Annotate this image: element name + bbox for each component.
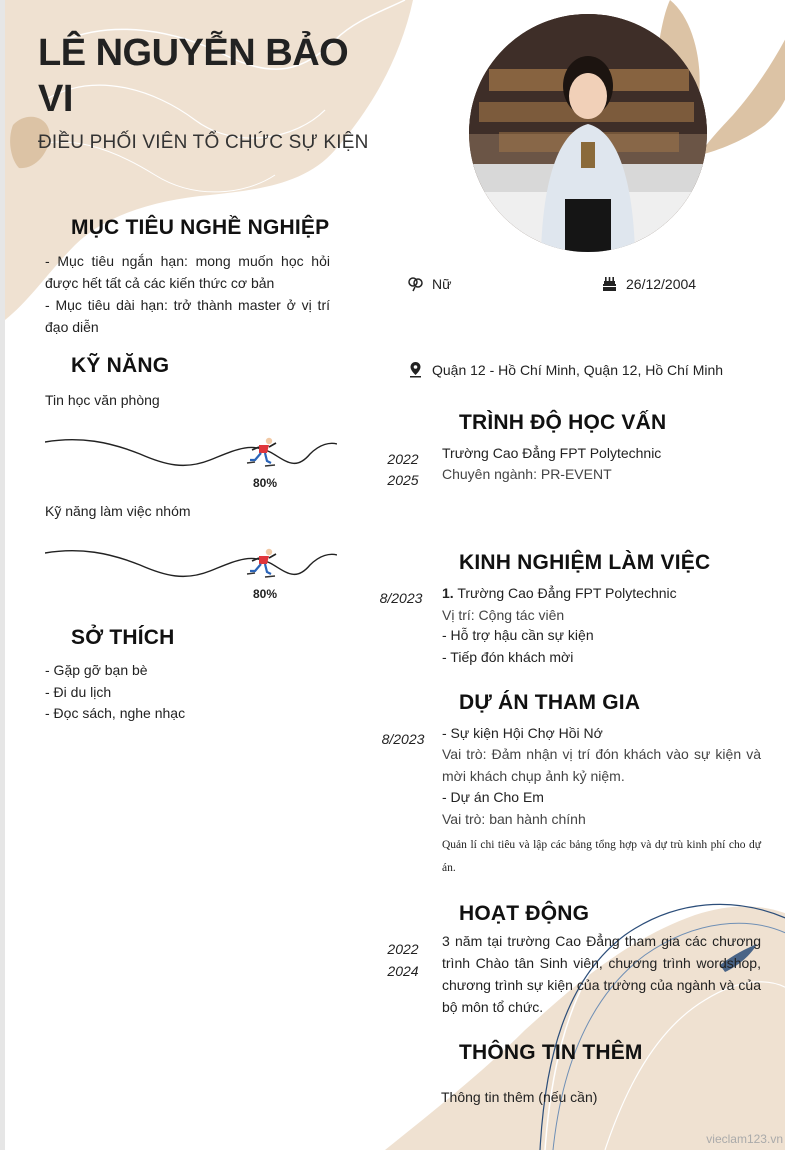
- skill-label: Kỹ năng làm việc nhóm: [45, 503, 191, 519]
- profile-photo: [469, 14, 707, 252]
- birthday-row: [601, 275, 696, 292]
- job-title: ĐIỀU PHỐI VIÊN TỔ CHỨC SỰ KIỆN: [38, 132, 369, 153]
- education-end-year: 2025: [387, 472, 419, 488]
- project-date: 8/2023: [381, 731, 425, 747]
- education-school: Trường Cao Đẳng FPT Polytechnic: [442, 445, 662, 461]
- activities-start-year: 2022: [387, 941, 419, 957]
- education-major: Chuyên ngành: PR-EVENT: [442, 466, 612, 482]
- project-name: - Dự án Cho Em: [442, 789, 544, 805]
- top-right-petal-2: [700, 30, 785, 155]
- skater-icon: [245, 548, 279, 580]
- candidate-name: LÊ NGUYỄN BẢO VI: [38, 32, 349, 120]
- skill-progress-wave: [45, 543, 337, 585]
- experience-title: KINH NGHIỆM LÀM VIỆC: [459, 551, 711, 574]
- objective-title: MỤC TIÊU NGHỀ NGHIỆP: [71, 216, 330, 239]
- skill-percent: 80%: [253, 476, 278, 490]
- education-title: TRÌNH ĐỘ HỌC VẤN: [459, 411, 667, 434]
- additional-title: THÔNG TIN THÊM: [459, 1041, 643, 1064]
- projects-title: DỰ ÁN THAM GIA: [459, 691, 641, 714]
- project-role: Vai trò: Đảm nhận vị trí đón khách vào sự kiện và mời khách chụp ảnh kỷ niệm.: [442, 746, 761, 784]
- experience-company-row: [442, 582, 677, 604]
- hobby-item: - Đọc sách, nghe nhạc: [45, 705, 186, 721]
- gender-value: Nữ: [432, 275, 452, 292]
- additional-text: Thông tin thêm (nếu cần): [441, 1089, 598, 1105]
- gender-row: [407, 275, 451, 292]
- activities-title: HOẠT ĐỘNG: [459, 902, 590, 925]
- hobby-item: - Gặp gỡ bạn bè: [45, 662, 148, 678]
- experience-task: - Tiếp đón khách mời: [442, 649, 574, 665]
- birthday-cake-icon: [601, 275, 618, 292]
- activities-text: 3 năm tại trường Cao Đẳng tham gia các chương trình Chào tân Sinh viên, chương trình wordshop, chương trình sự kiện của trường của ngành và của bộ môn tổ chức.: [442, 933, 761, 1015]
- experience-task: - Hỗ trợ hậu cần sự kiện: [442, 627, 594, 643]
- experience-date: 8/2023: [379, 590, 423, 606]
- project-description: Quản lí chi tiêu và lập các bảng tổng hợp và dự trù kinh phí cho dự án.: [442, 839, 761, 874]
- watermark: vieclam123.vn: [706, 1132, 783, 1146]
- education-start-year: 2022: [387, 451, 419, 467]
- experience-position: Vị trí: Cộng tác viên: [442, 607, 565, 623]
- skill-label: Tin học văn phòng: [45, 392, 160, 408]
- skill-percent: 80%: [253, 587, 278, 601]
- project-role: Vai trò: ban hành chính: [442, 811, 586, 827]
- skater-icon: [245, 437, 279, 469]
- birthday-value: 26/12/2004: [626, 275, 697, 292]
- hobbies-title: SỞ THÍCH: [71, 626, 175, 649]
- experience-company: Trường Cao Đẳng FPT Polytechnic: [457, 585, 677, 601]
- skill-progress-wave: [45, 432, 337, 474]
- address-value: Quận 12 - Hồ Chí Minh, Quận 12, Hồ Chí Minh: [432, 361, 724, 378]
- hobby-item: - Đi du lịch: [45, 684, 112, 700]
- address-row: [407, 361, 723, 378]
- location-pin-icon: [407, 361, 424, 378]
- skills-title: KỸ NĂNG: [71, 354, 170, 377]
- experience-number: 1.: [442, 585, 454, 601]
- objective-long-term: - Mục tiêu dài hạn: trở thành master ở vị trí đạo diễn: [45, 297, 330, 335]
- gender-icon: [407, 275, 424, 292]
- objective-short-term: - Mục tiêu ngắn hạn: mong muốn học hỏi được hết tất cả các kiến thức cơ bản: [45, 253, 330, 291]
- activities-end-year: 2024: [387, 963, 419, 979]
- project-name: - Sự kiện Hội Chợ Hồi Nớ: [442, 725, 603, 741]
